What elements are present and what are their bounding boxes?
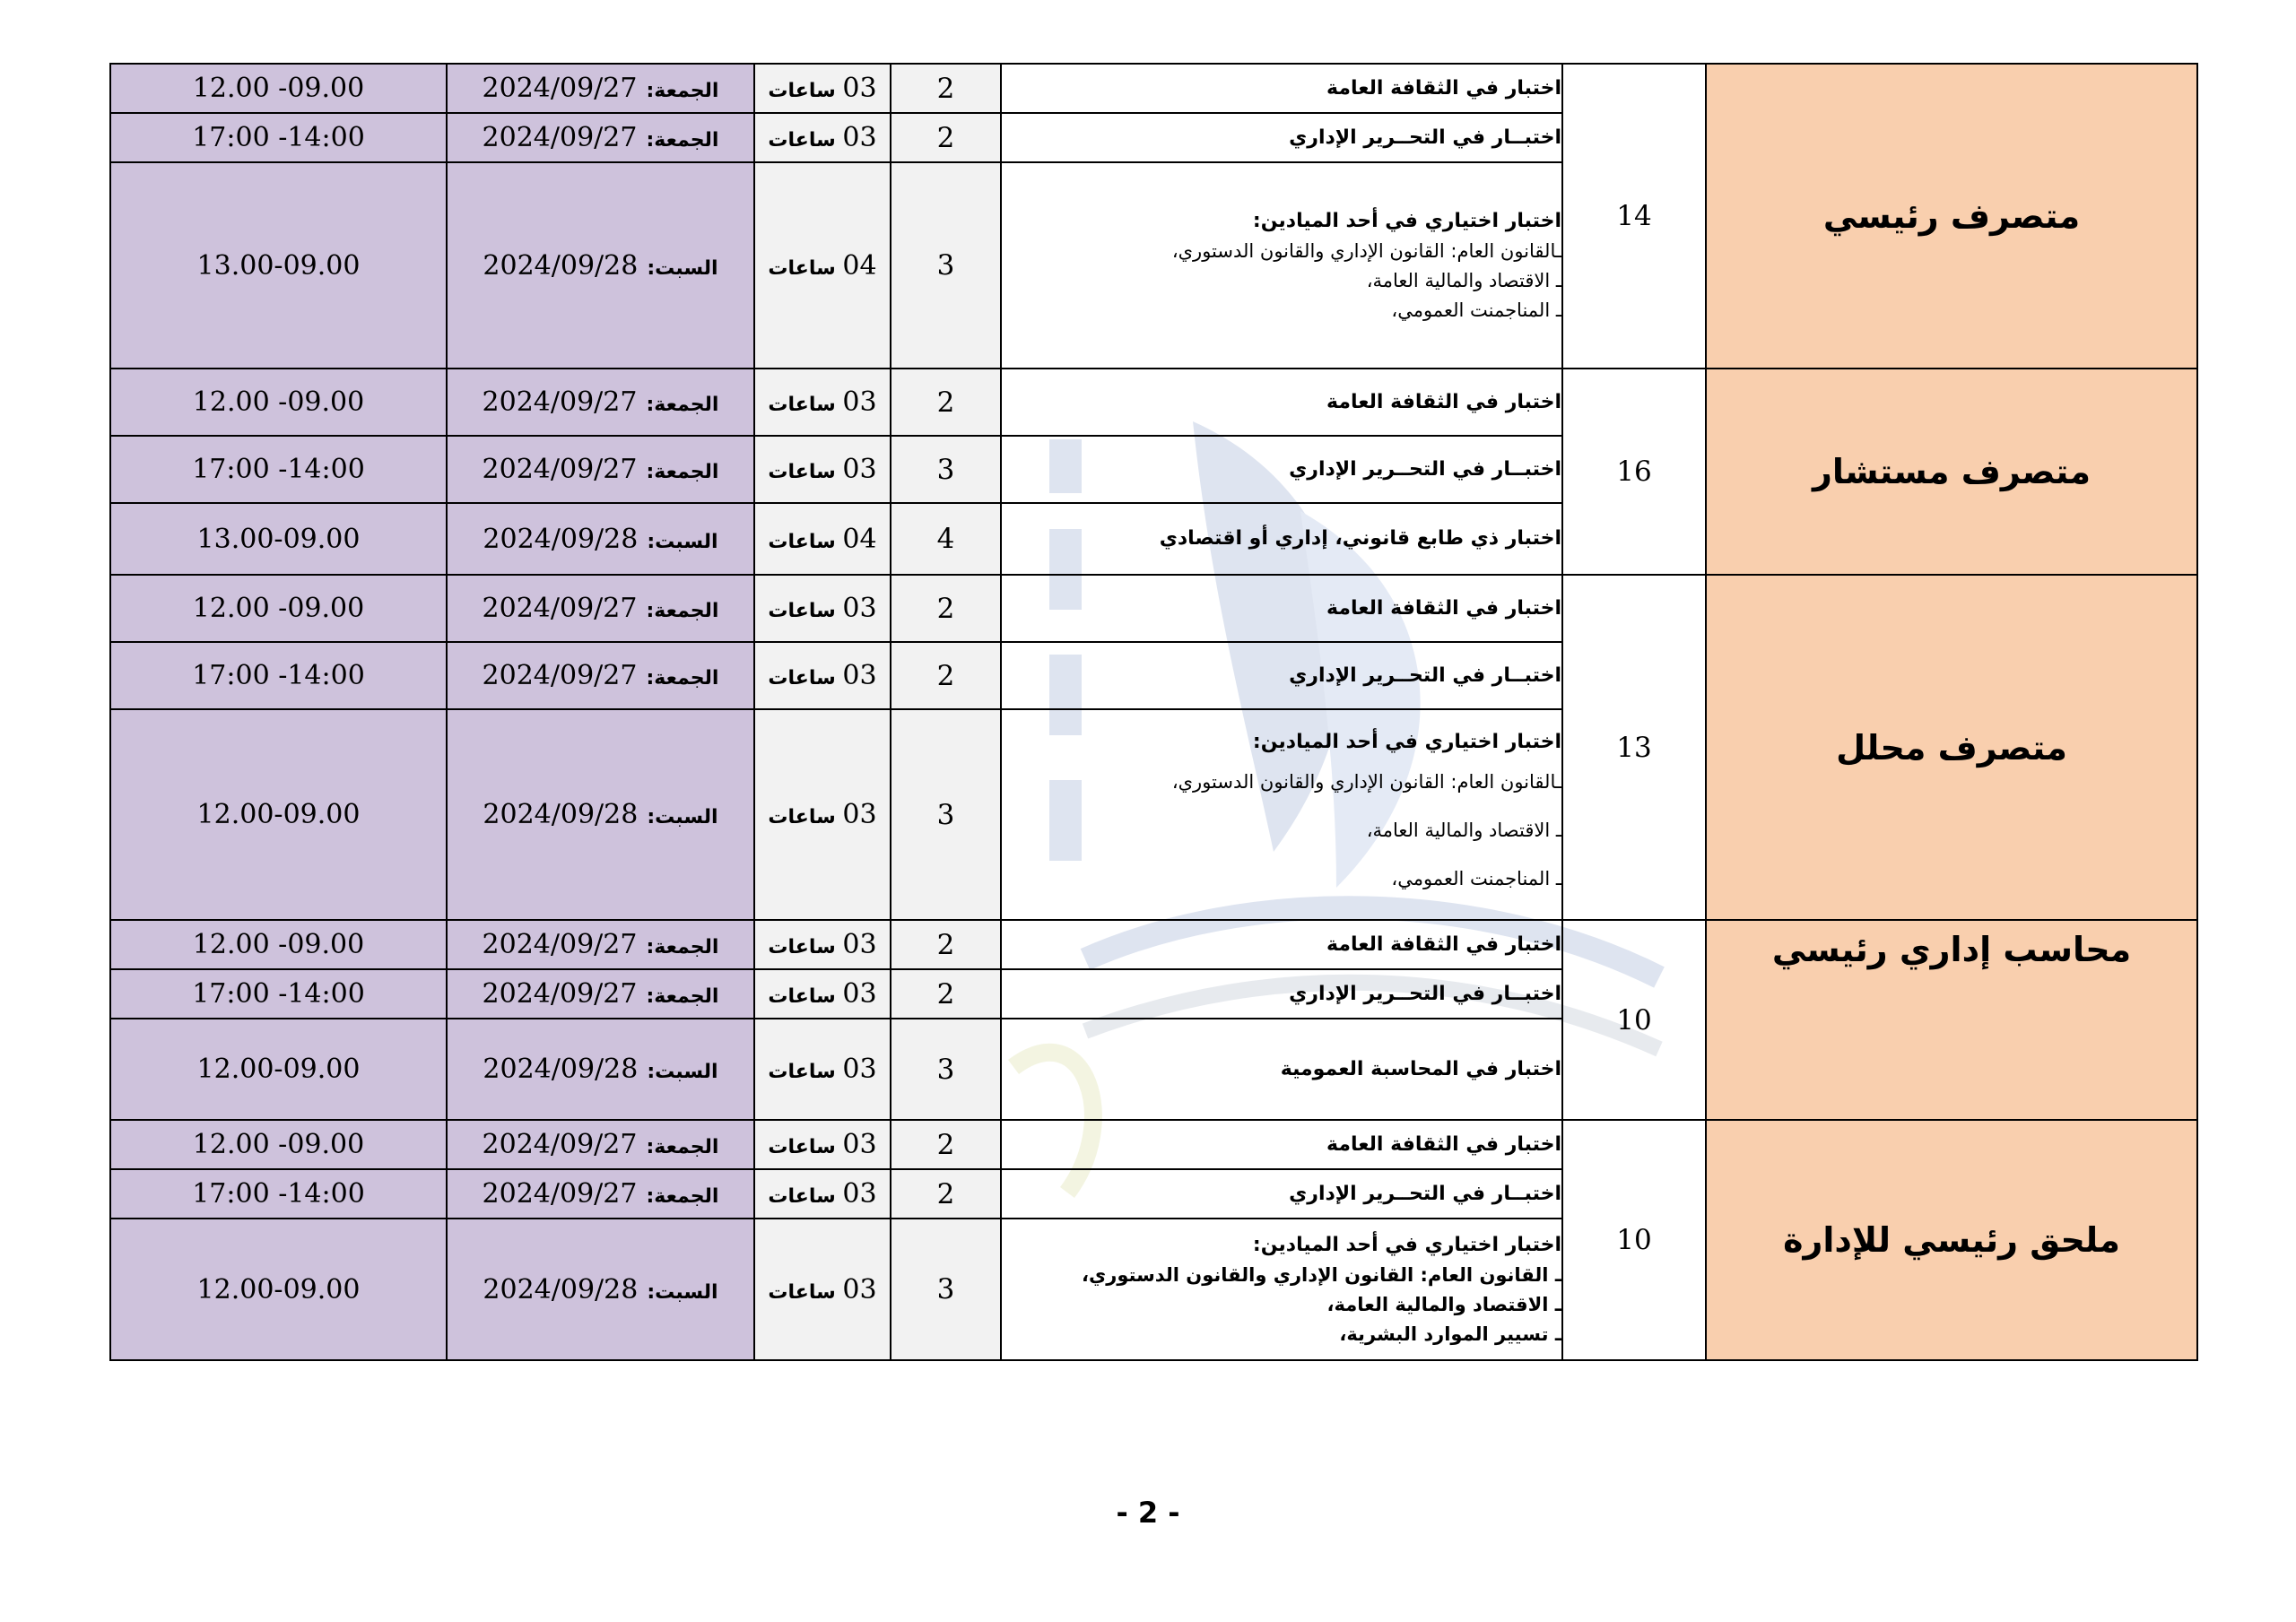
table-row: [110, 1120, 2197, 1169]
duration-unit: ساعات: [768, 667, 836, 690]
subject-option: ـالقانون العام: القانون الإداري والقانون الدستوري،: [1171, 239, 1561, 262]
exam-subject: [1001, 162, 1562, 369]
exam-duration: [754, 642, 891, 709]
page-number: - 2 -: [1116, 1496, 1180, 1530]
exam-day: الجمعة:: [646, 394, 719, 416]
subject-option: ـ الاقتصاد والمالية العامة،: [1326, 1293, 1561, 1315]
exam-coefficient: 2: [891, 369, 1001, 436]
exam-subject: [1001, 1219, 1562, 1360]
exam-day: الجمعة:: [646, 667, 719, 690]
exam-date: [447, 503, 754, 575]
exam-date: [447, 920, 754, 969]
grade-name: متصرف محلل: [1706, 575, 2197, 920]
table-row: [110, 920, 2197, 969]
exam-time: 12.00 -09.00: [110, 1120, 447, 1169]
exam-coefficient: 4: [891, 503, 1001, 575]
exam-subject: اختبــار في التحــرير الإداري: [1001, 113, 1562, 162]
exam-subject: اختبار في الثقافة العامة: [1001, 1120, 1562, 1169]
exam-subject-title: اختبار اختياري في أحد الميادين:: [1252, 1233, 1561, 1256]
exam-date-value: 2024/09/28: [483, 799, 639, 830]
subject-option: ـ القانون العام: القانون الإداري والقانون الدستوري،: [1082, 1263, 1561, 1286]
exam-date-value: 2024/09/27: [482, 1129, 638, 1160]
exam-date: [447, 969, 754, 1019]
exam-date: [447, 709, 754, 920]
exam-coefficient: 2: [891, 642, 1001, 709]
exam-duration: [754, 1169, 891, 1219]
duration-number: 03: [842, 1178, 877, 1210]
duration-number: 03: [842, 386, 877, 418]
exam-subject: اختبار في الثقافة العامة: [1001, 64, 1562, 113]
subject-option: ـ الاقتصاد والمالية العامة،: [1366, 819, 1561, 841]
exam-coefficient: 2: [891, 575, 1001, 642]
exam-date-value: 2024/09/27: [482, 978, 638, 1010]
exam-day: السبت:: [647, 256, 718, 280]
exam-day: الجمعة:: [646, 1185, 719, 1208]
exam-day: الجمعة:: [646, 936, 719, 958]
duration-unit: ساعات: [768, 600, 836, 622]
subject-option: ـ المناجمنت العمومي،: [1391, 299, 1561, 321]
duration-unit: ساعات: [768, 806, 836, 828]
duration-unit: ساعات: [768, 985, 836, 1008]
duration-unit: ساعات: [768, 394, 836, 416]
exam-time: 17:00 -14:00: [110, 969, 447, 1019]
exam-subject: اختبار في الثقافة العامة: [1001, 575, 1562, 642]
exam-subject: اختبــار في التحــرير الإداري: [1001, 969, 1562, 1019]
exam-date-value: 2024/09/27: [482, 386, 638, 418]
exam-duration: [754, 113, 891, 162]
duration-unit: ساعات: [768, 256, 836, 280]
duration-number: 03: [842, 1273, 877, 1305]
exam-date-value: 2024/09/27: [482, 454, 638, 485]
posts-count: 10: [1562, 1120, 1706, 1360]
exam-coefficient: 3: [891, 436, 1001, 503]
exam-date: [447, 1169, 754, 1219]
exam-date: [447, 642, 754, 709]
exam-coefficient: 2: [891, 1120, 1001, 1169]
exam-date: [447, 1219, 754, 1360]
exam-day: الجمعة:: [646, 80, 719, 102]
subject-option: ـ الاقتصاد والمالية العامة،: [1366, 269, 1561, 291]
duration-number: 03: [842, 978, 877, 1010]
exam-duration: [754, 369, 891, 436]
exam-time: 12.00 -09.00: [110, 64, 447, 113]
grade-name: محاسب إداري رئيسي: [1706, 920, 2197, 1120]
duration-unit: ساعات: [768, 936, 836, 958]
exam-day: السبت:: [647, 1280, 718, 1304]
exam-date-value: 2024/09/28: [483, 249, 639, 282]
posts-count: 10: [1562, 920, 1706, 1120]
exam-coefficient: 3: [891, 1219, 1001, 1360]
duration-number: 03: [842, 454, 877, 485]
exam-date-value: 2024/09/27: [482, 660, 638, 691]
duration-number: 03: [842, 1054, 877, 1085]
exam-date: [447, 369, 754, 436]
exam-subject: اختبار في الثقافة العامة: [1001, 369, 1562, 436]
exam-time: 13.00-09.00: [110, 162, 447, 369]
exam-date-value: 2024/09/28: [483, 1054, 639, 1085]
grade-name: متصرف رئيسي: [1706, 64, 2197, 369]
exam-duration: [754, 1120, 891, 1169]
posts-count: 16: [1562, 369, 1706, 575]
exam-subject: اختبــار في التحــرير الإداري: [1001, 642, 1562, 709]
duration-number: 03: [842, 122, 877, 153]
duration-unit: ساعات: [768, 129, 836, 152]
exam-coefficient: 3: [891, 1019, 1001, 1120]
duration-number: 04: [842, 249, 877, 282]
exam-duration: [754, 503, 891, 575]
exam-day: الجمعة:: [646, 985, 719, 1008]
exam-schedule-table: [109, 63, 2198, 1361]
table-row: [110, 64, 2197, 113]
exam-day: الجمعة:: [646, 461, 719, 483]
exam-date-value: 2024/09/28: [483, 523, 639, 555]
duration-number: 03: [842, 929, 877, 960]
exam-duration: [754, 162, 891, 369]
exam-time: 12.00-09.00: [110, 1219, 447, 1360]
exam-day: السبت:: [647, 530, 718, 553]
exam-subject: اختبار ذي طابع قانوني، إداري أو اقتصادي: [1001, 503, 1562, 575]
posts-count: 13: [1562, 575, 1706, 920]
exam-date-value: 2024/09/27: [482, 593, 638, 624]
exam-date: [447, 575, 754, 642]
exam-time: 13.00-09.00: [110, 503, 447, 575]
duration-number: 03: [842, 593, 877, 624]
duration-number: 03: [842, 799, 877, 830]
exam-date: [447, 436, 754, 503]
exam-duration: [754, 969, 891, 1019]
exam-time: 17:00 -14:00: [110, 113, 447, 162]
exam-coefficient: 2: [891, 113, 1001, 162]
exam-subject: اختبــار في التحــرير الإداري: [1001, 1169, 1562, 1219]
duration-unit: ساعات: [768, 1280, 836, 1304]
exam-subject: [1001, 709, 1562, 920]
exam-subject: اختبار في المحاسبة العمومية: [1001, 1019, 1562, 1120]
duration-unit: ساعات: [768, 1185, 836, 1208]
duration-unit: ساعات: [768, 1061, 836, 1083]
duration-number: 03: [842, 660, 877, 691]
exam-duration: [754, 920, 891, 969]
duration-number: 04: [842, 523, 877, 555]
exam-duration: [754, 575, 891, 642]
subject-option: ـ المناجمنت العمومي،: [1391, 867, 1561, 889]
exam-day: الجمعة:: [646, 600, 719, 622]
grade-name: ملحق رئيسي للإدارة: [1706, 1120, 2197, 1360]
exam-coefficient: 2: [891, 920, 1001, 969]
grade-name: متصرف مستشار: [1706, 369, 2197, 575]
exam-time: 17:00 -14:00: [110, 642, 447, 709]
exam-time: 12.00 -09.00: [110, 369, 447, 436]
exam-duration: [754, 436, 891, 503]
exam-time: 12.00-09.00: [110, 709, 447, 920]
exam-coefficient: 2: [891, 969, 1001, 1019]
exam-subject-title: اختبار اختياري في أحد الميادين:: [1252, 730, 1561, 753]
exam-subject-title: اختبار اختياري في أحد الميادين:: [1252, 209, 1561, 232]
exam-date: [447, 1019, 754, 1120]
exam-date-value: 2024/09/27: [482, 122, 638, 153]
exam-day: الجمعة:: [646, 129, 719, 152]
exam-duration: [754, 64, 891, 113]
exam-date-value: 2024/09/27: [482, 929, 638, 960]
exam-coefficient: 2: [891, 1169, 1001, 1219]
posts-count: 14: [1562, 64, 1706, 369]
table-row: [110, 575, 2197, 642]
exam-time: 17:00 -14:00: [110, 1169, 447, 1219]
exam-time: 12.00-09.00: [110, 1019, 447, 1120]
duration-unit: ساعات: [768, 80, 836, 102]
duration-unit: ساعات: [768, 461, 836, 483]
exam-day: السبت:: [647, 1061, 718, 1083]
duration-number: 03: [842, 73, 877, 104]
exam-date-value: 2024/09/28: [483, 1273, 639, 1305]
exam-time: 12.00 -09.00: [110, 920, 447, 969]
exam-duration: [754, 1219, 891, 1360]
exam-date: [447, 1120, 754, 1169]
duration-unit: ساعات: [768, 530, 836, 553]
exam-duration: [754, 709, 891, 920]
exam-time: 12.00 -09.00: [110, 575, 447, 642]
exam-date: [447, 162, 754, 369]
exam-day: الجمعة:: [646, 1136, 719, 1158]
exam-subject: اختبــار في التحــرير الإداري: [1001, 436, 1562, 503]
exam-coefficient: 3: [891, 709, 1001, 920]
duration-unit: ساعات: [768, 1136, 836, 1158]
exam-date-value: 2024/09/27: [482, 73, 638, 104]
duration-number: 03: [842, 1129, 877, 1160]
exam-date: [447, 64, 754, 113]
exam-time: 17:00 -14:00: [110, 436, 447, 503]
exam-subject: اختبار في الثقافة العامة: [1001, 920, 1562, 969]
exam-day: السبت:: [647, 806, 718, 828]
exam-date: [447, 113, 754, 162]
exam-date-value: 2024/09/27: [482, 1178, 638, 1210]
subject-option: ـالقانون العام: القانون الإداري والقانون الدستوري،: [1171, 770, 1561, 793]
table-row: [110, 369, 2197, 436]
subject-option: ـ تسيير الموارد البشرية،: [1339, 1323, 1561, 1345]
exam-coefficient: 3: [891, 162, 1001, 369]
exam-duration: [754, 1019, 891, 1120]
exam-coefficient: 2: [891, 64, 1001, 113]
